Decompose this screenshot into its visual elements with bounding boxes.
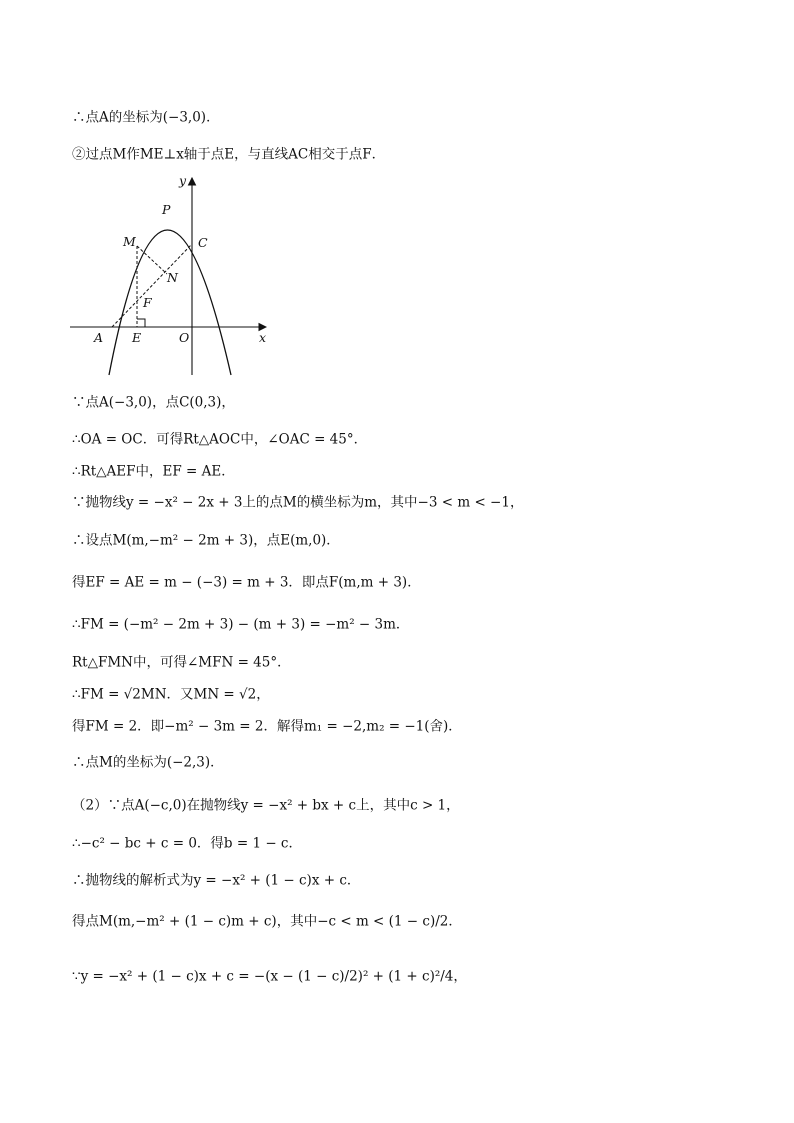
line-14: （2）∵点A(−c,0)在抛物线y = −x² + bx + c上，其中c > 1， [72,797,460,814]
label-f: F [143,295,152,310]
line-9: ∴FM = (−m² − 2m + 3) − (m + 3) = −m² − 3m． [72,616,410,633]
right-angle-mark [137,319,145,327]
label-p: P [162,202,171,217]
line-17: 得点M(m,−m² + (1 − c)m + c)，其中−c < m < (1 − c)/2． [72,913,462,930]
line-18: ∵y = −x² + (1 − c)x + c = −(x − (1 − c)/2)² + (1 + c)²/4， [72,968,467,985]
parabola-curve [109,230,231,375]
label-x: x [259,330,267,345]
line-8: 得EF = AE = m − (−3) = m + 3．即点F(m,m + 3)． [72,574,421,591]
line-2: ②过点M作ME⊥x轴于点E，与直线AC相交于点F． [72,146,386,163]
label-e: E [132,330,142,345]
line-10: Rt△FMN中，可得∠MFN = 45°． [72,654,291,671]
label-m: M [123,234,136,249]
line-11: ∴FM = √2MN．又MN = √2， [72,686,270,703]
label-y: y [179,173,187,188]
line-ac [112,244,192,327]
label-a: A [94,330,104,345]
line-6: ∵抛物线y = −x² − 2x + 3上的点M的横坐标为m，其中−3 < m < −1， [72,494,524,511]
line-12: 得FM = 2．即−m² − 3m = 2．解得m₁ = −2,m₂ = −1(舍)． [72,718,462,735]
parabola-figure [66,170,276,380]
line-3: ∵点A(−3,0)，点C(0,3)， [72,394,235,411]
line-4: ∴OA = OC．可得Rt△AOC中，∠OAC = 45°． [72,431,368,448]
line-5: ∴Rt△AEF中，EF = AE． [72,463,235,480]
line-16: ∴抛物线的解析式为y = −x² + (1 − c)x + c． [72,872,361,889]
line-15: ∴−c² − bc + c = 0．得b = 1 − c． [72,835,302,852]
segment-mn [137,246,167,274]
line-13: ∴点M的坐标为(−2,3)． [72,754,224,771]
label-n: N [167,270,178,285]
line-7: ∴设点M(m,−m² − 2m + 3)，点E(m,0)． [72,532,340,549]
line-1: ∴点A的坐标为(−3,0)． [72,109,220,126]
label-o: O [179,330,190,345]
label-c: C [198,235,208,250]
